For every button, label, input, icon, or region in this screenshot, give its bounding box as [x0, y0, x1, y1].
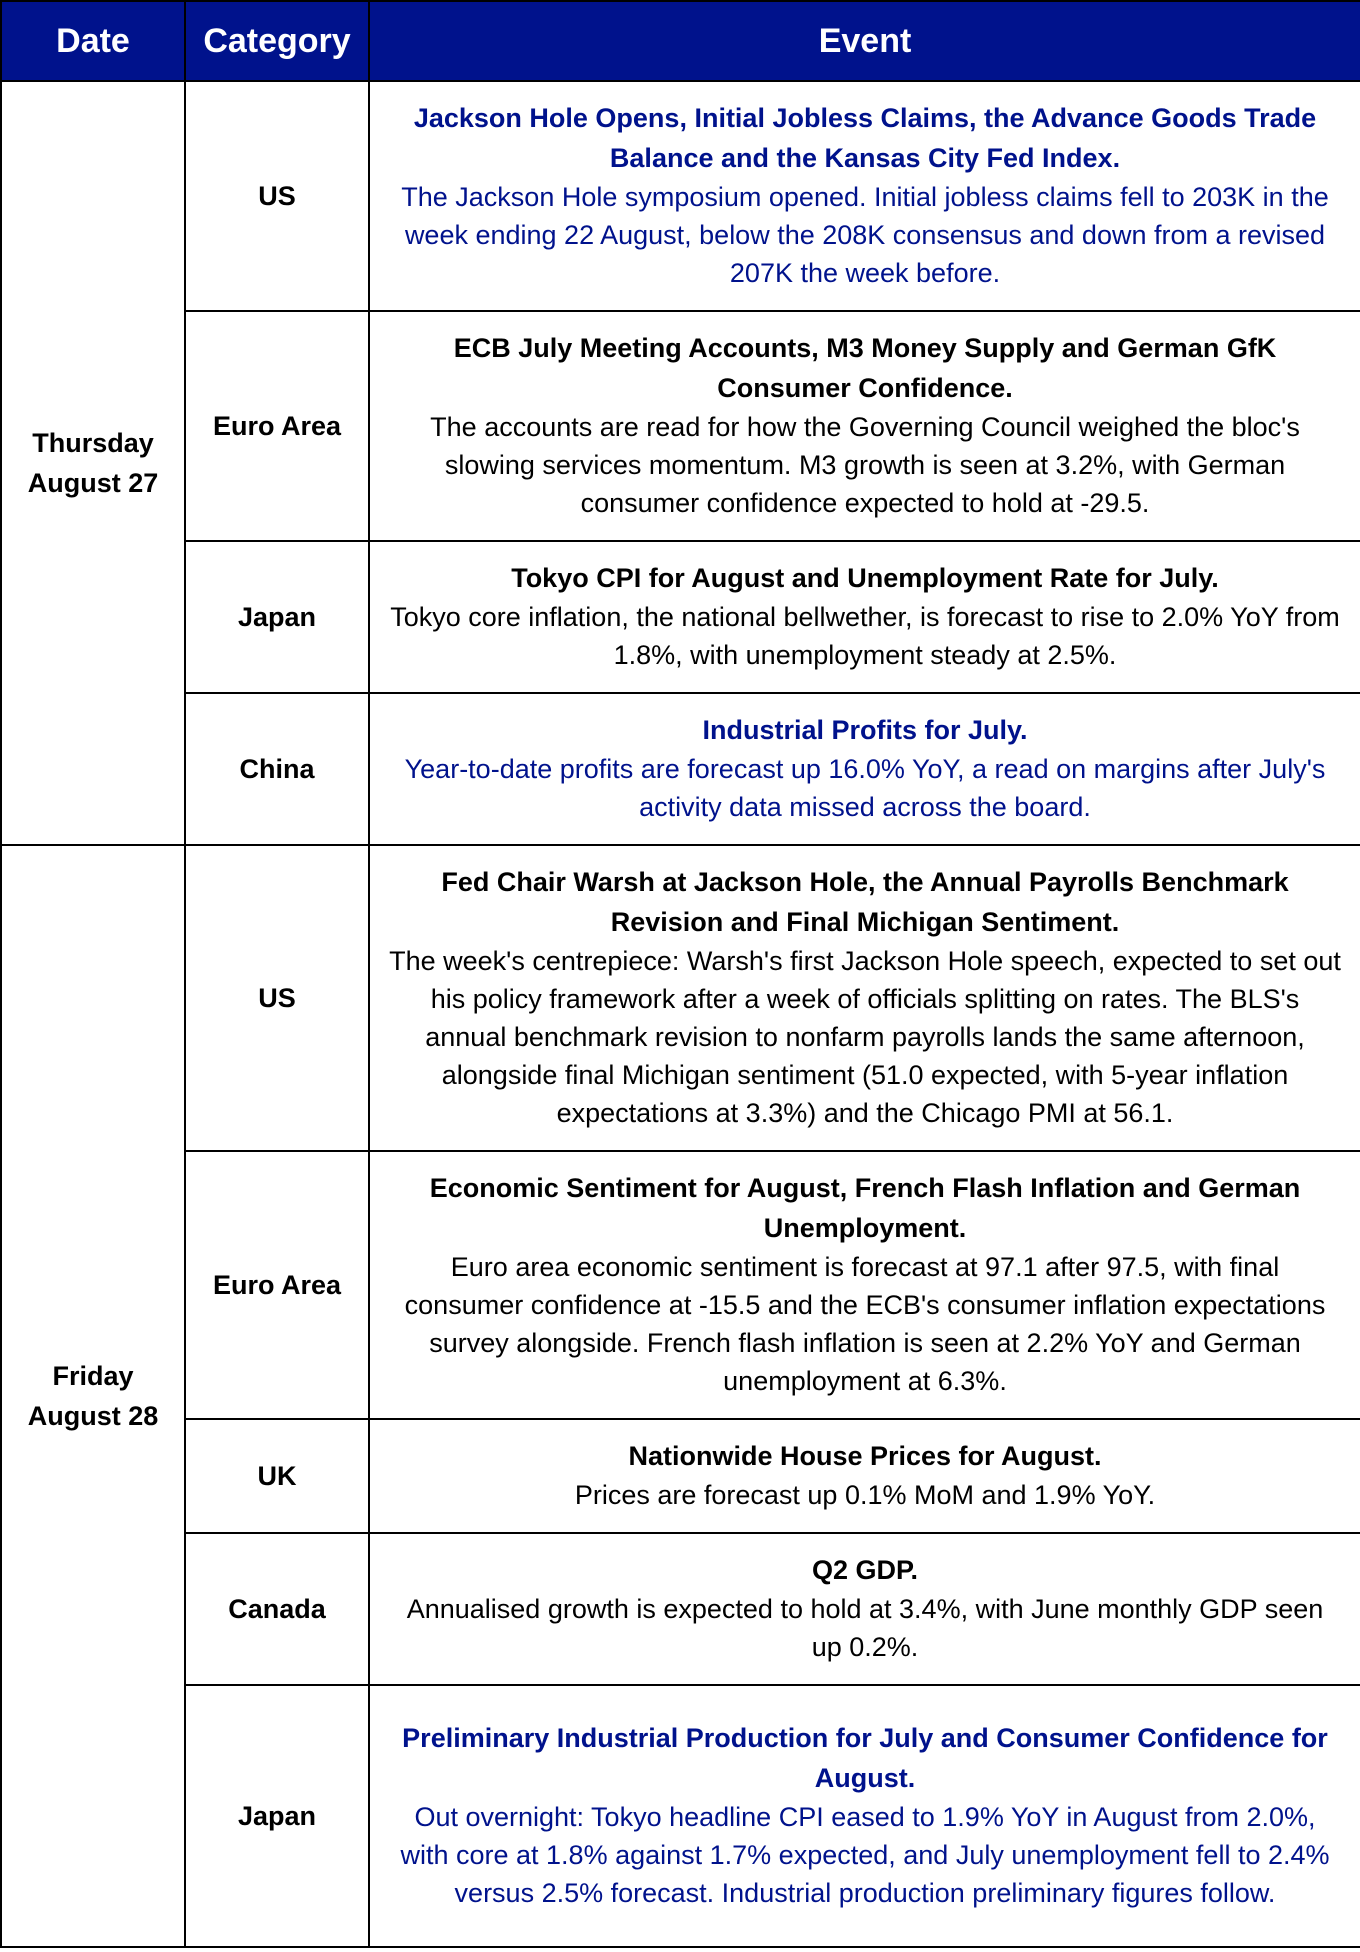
table-row [1, 1419, 1360, 1533]
header-row [1, 1, 1360, 81]
event-description: Prices are forecast up 0.1% MoM and 1.9% YoY. [574, 1480, 1156, 1510]
category-cell: Canada [185, 1533, 369, 1685]
event-title: Nationwide House Prices for August. [628, 1441, 1102, 1471]
category-cell: US [185, 81, 369, 311]
date-cell [1, 81, 185, 845]
category-cell: UK [185, 1419, 369, 1533]
event-cell [369, 845, 1360, 1151]
event-description: Tokyo core inflation, the national bellwether, is forecast to rise to 2.0% YoY from 1.8%, with unemployment steady at 2.5%. [390, 602, 1340, 670]
table-row [1, 311, 1360, 541]
event-cell [369, 1533, 1360, 1685]
calendar-body [1, 81, 1360, 1947]
event-cell [369, 1151, 1360, 1419]
event-cell [369, 1685, 1360, 1947]
table-row [1, 81, 1360, 311]
event-title: Preliminary Industrial Production for July and Consumer Confidence for August. [402, 1723, 1328, 1793]
event-cell [369, 541, 1360, 693]
header-category: Category [185, 1, 369, 81]
day-date: August 28 [27, 1401, 159, 1431]
table-row [1, 1685, 1360, 1947]
day-name: Friday [52, 1361, 134, 1391]
table-row [1, 845, 1360, 1151]
event-description: Annualised growth is expected to hold at 3.4%, with June monthly GDP seen up 0.2%. [406, 1594, 1324, 1662]
event-title: Jackson Hole Opens, Initial Jobless Claims, the Advance Goods Trade Balance and the Kansas City Fed Index. [413, 103, 1317, 173]
event-cell [369, 81, 1360, 311]
event-title: Tokyo CPI for August and Unemployment Rate for July. [511, 563, 1219, 593]
event-description: Euro area economic sentiment is forecast at 97.1 after 97.5, with final consumer confidence at -15.5 and the ECB's consumer inflation expectations survey alongside. French flash inflation is seen at 2.2% YoY and German unemployment at 6.3%. [404, 1252, 1326, 1396]
event-title: Industrial Profits for July. [702, 715, 1028, 745]
table-row [1, 1533, 1360, 1685]
header-date: Date [1, 1, 185, 81]
date-cell [1, 845, 185, 1947]
event-title: Q2 GDP. [811, 1555, 919, 1585]
table-row [1, 541, 1360, 693]
event-description: Year-to-date profits are forecast up 16.0% YoY, a read on margins after July's activity data missed across the board. [404, 754, 1326, 822]
event-description: The Jackson Hole symposium opened. Initial jobless claims fell to 203K in the week ending 22 August, below the 208K consensus and down from a revised 207K the week before. [401, 182, 1329, 288]
category-cell: Euro Area [185, 311, 369, 541]
header-event: Event [369, 1, 1360, 81]
table-row [1, 1151, 1360, 1419]
category-cell: China [185, 693, 369, 845]
event-cell [369, 311, 1360, 541]
category-cell: Japan [185, 1685, 369, 1947]
event-description: The week's centrepiece: Warsh's first Jackson Hole speech, expected to set out his policy framework after a week of officials splitting on rates. The BLS's annual benchmark revision to nonfarm payrolls lands the same afternoon, alongside final Michigan sentiment (51.0 expected, with 5-year inflation expectations at 3.3%) and the Chicago PMI at 56.1. [389, 946, 1341, 1128]
event-cell [369, 1419, 1360, 1533]
event-description: Out overnight: Tokyo headline CPI eased to 1.9% YoY in August from 2.0%, with core at 1.8% against 1.7% expected, and July unemployment fell to 2.4% versus 2.5% forecast. Industrial production preliminary figures follow. [400, 1802, 1330, 1908]
day-date: August 27 [27, 468, 159, 498]
event-title: Fed Chair Warsh at Jackson Hole, the Annual Payrolls Benchmark Revision and Final Michigan Sentiment. [441, 867, 1289, 937]
category-cell: US [185, 845, 369, 1151]
event-description: The accounts are read for how the Governing Council weighed the bloc's slowing services momentum. M3 growth is seen at 3.2%, with German consumer confidence expected to hold at -29.5. [430, 412, 1300, 518]
category-cell: Euro Area [185, 1151, 369, 1419]
event-title: ECB July Meeting Accounts, M3 Money Supply and German GfK Consumer Confidence. [453, 333, 1277, 403]
day-name: Thursday [32, 428, 154, 458]
table-row [1, 693, 1360, 845]
event-title: Economic Sentiment for August, French Flash Inflation and German Unemployment. [429, 1173, 1301, 1243]
category-cell: Japan [185, 541, 369, 693]
event-cell [369, 693, 1360, 845]
